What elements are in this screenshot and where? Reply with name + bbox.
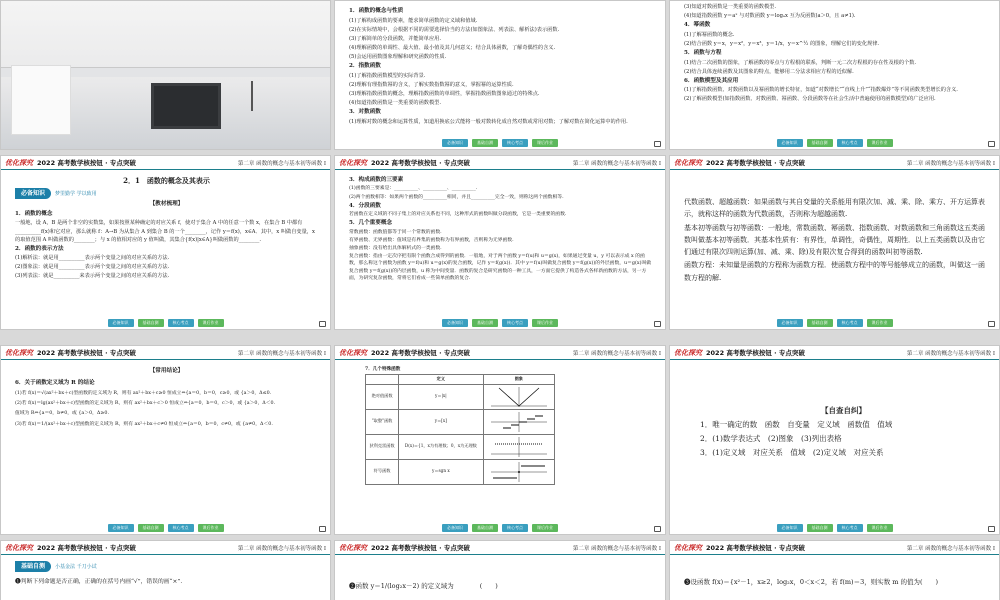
heading: 3．对数函数 — [349, 108, 381, 115]
slide-nav — [335, 137, 665, 149]
list-item: (2)结合函数 y＝x，y＝x²，y＝x³，y＝1/x，y＝x^½ 的图象，理解它们的变化规律. — [684, 40, 880, 47]
slide-8[interactable] — [334, 345, 666, 535]
sign-function-graph — [483, 459, 554, 484]
list-item: (3)若 f(x)＝1/(ax²＋bx＋c)型函数的定义域为 R，则有 ax²＋bx＋c≠0 恒成立⇔{a＝0，b＝0，c≠0，或 {a≠0，Δ＜0. — [15, 421, 273, 427]
slide-nav — [670, 317, 999, 329]
slide-6-body — [684, 196, 987, 315]
header-title: 2022 高考数学核按钮 · 专点突破 — [371, 349, 470, 357]
special-functions-table — [365, 374, 555, 485]
brand-logo: 优化探究 — [674, 158, 702, 167]
nav-button[interactable]: 基础自测 — [472, 139, 498, 147]
nav-button[interactable]: 基础自测 — [472, 319, 498, 327]
list-item: (1)了解指数函数模型的实际背景. — [349, 72, 426, 79]
nav-button[interactable]: 必备知识 — [777, 139, 803, 147]
list-item: 常数函数：函数值都等于同一个常数的函数. — [349, 229, 442, 235]
table-cell: y＝|x| — [399, 384, 484, 409]
list-item: (4)知道指数函数 y＝aˣ 与对数函数 y＝logₐx 互为反函数(a＞0，且 a≠1). — [684, 13, 856, 20]
lamp-graphic — [251, 81, 271, 111]
question: ❶判断下列命题是否正确，正确的在括号内画“√”，错误的画“×”. — [15, 579, 183, 586]
nav-button[interactable]: 必备知识 — [442, 319, 468, 327]
list-item: 抽象函数：没有给出具体解析式的一类函数. — [349, 246, 442, 252]
heading: 5．函数与方程 — [684, 49, 722, 56]
list-item: 复合函数：指由一定次序把有限个函数合成得到的函数．一般地，对于两个函数 y＝f(u)和 u＝g(x)，如果通过变量 u，y 可以表示成 x 的函数，那么称这个函数为函数 y＝f(u)和 u＝g(x)的复合函数，记作 y＝f(g(x))．其中 y＝f(u)叫做复合函数 y＝f(g(x))的外层函数，u＝g(x)叫做复合函数 y＝f(g(x))的内层函数，u 称为中间变量．函数的复合是研究函数的一种工具，一方面它提供了构造各式各样新函数的方法，另一方面，为研究复杂函数，常将它们看成一些简单函数的复合. — [349, 254, 652, 281]
list-item: (2)若 f(x)＝lg(ax²＋bx＋c)型函数的定义域为 R，则有 ax²＋bx＋c＞0 恒成立⇔{a＝0，b＝0，c＞0，或 {a＞0，Δ＜0. — [15, 401, 276, 407]
return-icon[interactable] — [654, 526, 661, 532]
nav-button[interactable]: 必备知识 — [108, 319, 134, 327]
table-cell: 符号函数 — [366, 459, 399, 484]
table-row — [366, 459, 555, 484]
heading: 4．分段函数 — [349, 202, 381, 209]
header-title: 2022 高考数学核按钮 · 专点突破 — [706, 544, 805, 552]
list-item: (1)若 f(x)＝√(ax²＋bx＋c)型函数的定义域为 R，则有 ax²＋bx＋c≥0 恒成立⇔{a＝0，b＝0，c≥0，或 {a＞0，Δ≤0. — [15, 391, 272, 397]
slide-header — [670, 541, 999, 555]
slide-nav — [1, 317, 330, 329]
header-chapter: 第二章 函数的概念与基本初等函数 I — [237, 160, 326, 167]
return-icon[interactable] — [654, 321, 661, 327]
monitor-graphic — [151, 83, 221, 129]
return-icon[interactable] — [988, 321, 995, 327]
header-chapter: 第二章 函数的概念与基本初等函数 I — [906, 160, 995, 167]
slide-11[interactable] — [334, 540, 666, 600]
header-chapter: 第二章 函数的概念与基本初等函数 I — [237, 545, 326, 552]
list-item: (1)了解幂函数的概念. — [684, 31, 735, 38]
slide-header — [1, 156, 330, 170]
heading: 6．关于函数定义域为 R 的结论 — [15, 379, 95, 386]
heading: 2．指数函数 — [349, 62, 381, 69]
paragraph: 代数函数、超越函数：如果函数与其自变量的关系能用有限次加、减、乘、除、乘方、开方运算表示，就称这样的函数为代数函数，否则称为超越函数. — [684, 198, 985, 219]
slide-10-body — [15, 561, 318, 600]
section-tag: 基础自测 — [15, 561, 51, 572]
return-icon[interactable] — [319, 526, 326, 532]
header-title: 2022 高考数学核按钮 · 专点突破 — [371, 159, 470, 167]
slide-9-body — [700, 404, 987, 520]
slide-header — [335, 346, 665, 360]
heading: 6．函数模型及其应用 — [684, 77, 739, 84]
nav-button[interactable]: 必备知识 — [777, 524, 803, 532]
table-header: 定义 — [399, 375, 484, 385]
table-cell: 狄利克雷函数 — [366, 434, 399, 459]
header-chapter: 第二章 函数的概念与基本初等函数 I — [906, 545, 995, 552]
list-item: (1)理解对数的概念和运算性质，知道用换底公式能将一般对数转化成自然对数或常用对数；了解对数在简化运算中的作用. — [349, 118, 628, 125]
nav-button[interactable]: 基础自测 — [807, 319, 833, 327]
slide-header — [1, 346, 330, 360]
nav-button[interactable]: 核心考点 — [168, 319, 194, 327]
return-icon[interactable] — [654, 141, 661, 147]
section-tag-subtitle: 小基金法 千刀小试 — [55, 564, 97, 570]
answer-line: 3．(1)定义域 对应关系 值域 (2)定义域 对应关系 — [700, 448, 884, 458]
slide-nav — [670, 522, 999, 534]
list-item: (1)了解指数函数、对数函数以及幂函数的增长特征，知道“对数增长”“直线上升”“指数爆炸”等不同函数类型增长的含义. — [684, 87, 958, 94]
heading: 1．函数的概念 — [15, 210, 53, 217]
header-title: 2022 高考数学核按钮 · 专点突破 — [706, 349, 805, 357]
heading: 7．几个特殊函数 — [365, 367, 401, 372]
nav-button[interactable]: 课后作业 — [867, 524, 893, 532]
table-cell: "取整"函数 — [366, 409, 399, 434]
slide-11-body — [349, 581, 653, 600]
header-title: 2022 高考数学核按钮 · 专点突破 — [37, 349, 136, 357]
slide-12-body — [684, 577, 987, 600]
slide-nav — [670, 137, 999, 149]
header-title: 2022 高考数学核按钮 · 专点突破 — [37, 159, 136, 167]
list-item: (2)两个函数相等：如果两个函数的__________相同，并且__________完全一致，则称这两个函数相等. — [349, 194, 564, 200]
nav-button[interactable]: 课后作业 — [532, 524, 558, 532]
slide-9[interactable] — [669, 345, 1000, 535]
heading: 4．幂函数 — [684, 22, 711, 29]
header-chapter: 第二章 函数的概念与基本初等函数 I — [572, 350, 661, 357]
nav-button[interactable]: 基础自测 — [138, 319, 164, 327]
brand-logo: 优化探究 — [674, 543, 702, 552]
header-chapter: 第二章 函数的概念与基本初等函数 I — [237, 350, 326, 357]
slide-header — [670, 156, 999, 170]
header-title: 2022 高考数学核按钮 · 专点突破 — [706, 159, 805, 167]
nav-button[interactable]: 核心考点 — [502, 319, 528, 327]
question: ❸设函数 f(x)＝{x²－1，x≥2，log₂x，0＜x＜2，若 f(m)＝3，则实数 m 的值为( ) — [684, 578, 939, 586]
shelf-graphic — [11, 65, 71, 135]
slide-nav — [335, 317, 665, 329]
brand-logo: 优化探究 — [5, 348, 33, 357]
slide-3[interactable] — [669, 0, 1000, 150]
nav-button[interactable]: 课后作业 — [198, 524, 224, 532]
paragraph: 一般地，设 A，B 是两个非空的实数集，如果按照某种确定的对应关系 f，使对于集合 A 中的任意一个数 x，在集合 B 中都有__________f(x)和它对应，那么就称 f：A→B 为从集合 A 到集合 B 的一个________，记作 y＝f(x)，x∈A．其中，x 叫做自变量，x 的取值范围 A 叫做函数的________；与 x 的值相对应的 y 值叫做，其集合{f(x)|x∈A}叫做函数的________. — [15, 220, 315, 243]
nav-button[interactable]: 课后作业 — [867, 139, 893, 147]
lesson-title: 2．1 函数的概念及其表示 — [123, 176, 210, 185]
section-title: 【教材梳理】 — [149, 201, 184, 208]
slide-10[interactable] — [0, 540, 331, 600]
list-item: (4)理解函数的单调性、最大值、最小值及其几何意义；结合具体函数，了解奇偶性的含义. — [349, 44, 556, 51]
section-tag-subtitle: 梦里勤学 学以致用 — [55, 190, 97, 197]
brand-logo: 优化探究 — [339, 158, 367, 167]
floor-function-graph — [483, 409, 554, 434]
table-cell: y＝[x] — [399, 409, 484, 434]
brand-logo: 优化探究 — [5, 543, 33, 552]
brand-logo: 优化探究 — [339, 543, 367, 552]
list-item: (3)了解简单的分段函数，并能简单应用. — [349, 35, 441, 42]
return-icon[interactable] — [988, 526, 995, 532]
heading: 3．构成函数的三要素 — [349, 177, 404, 183]
slide-12[interactable] — [669, 540, 1000, 600]
list-item: (1)解析法：就是用__________表示两个变量之间的对应关系的方法. — [15, 255, 170, 262]
list-item: (2)理解有理指数幂的含义，了解实数指数幂的意义，掌握幂的运算性质. — [349, 81, 514, 88]
list-item: (4)知道指数函数是一类重要的函数模型. — [349, 99, 441, 106]
slide-2[interactable] — [334, 0, 666, 150]
header-chapter: 第二章 函数的概念与基本初等函数 I — [572, 545, 661, 552]
brand-logo: 优化探究 — [5, 158, 33, 167]
nav-button[interactable]: 必备知识 — [108, 524, 134, 532]
nav-button[interactable]: 必备知识 — [777, 319, 803, 327]
nav-button[interactable]: 基础自测 — [472, 524, 498, 532]
nav-button[interactable]: 课后作业 — [198, 319, 224, 327]
list-item: (2)了解函数模型(如指数函数、对数函数、幂函数、分段函数等在社会生活中普遍使用的函数模型)的广泛应用. — [684, 96, 936, 103]
list-item: (1)了解构成函数的要素，能求简单函数的定义域和值域. — [349, 17, 478, 24]
section-title: 【自查自纠】 — [821, 406, 866, 415]
slide-header — [1, 541, 330, 555]
slide-1[interactable] — [0, 0, 331, 150]
section-tag: 必备知识 — [15, 188, 51, 199]
list-item: 值域为 R⇔{a＝0，b≠0，或 {a＞0，Δ≥0. — [15, 411, 109, 417]
nav-button[interactable]: 核心考点 — [502, 139, 528, 147]
brand-logo: 优化探究 — [674, 348, 702, 357]
table-cell: y＝sgn x — [399, 459, 484, 484]
slide-5-body — [349, 176, 653, 315]
slide-nav — [1, 522, 330, 534]
header-chapter: 第二章 函数的概念与基本初等函数 I — [906, 350, 995, 357]
nav-button[interactable]: 核心考点 — [837, 319, 863, 327]
office-desk-photo — [1, 1, 330, 149]
slide-7[interactable] — [0, 345, 331, 535]
list-item: (1)结合二次函数的图象，了解函数的零点与方程根的联系，判断一元二次方程根的存在性及根的个数. — [684, 59, 917, 66]
answer-line: 2．(1)数学表达式 (2)图象 (3)列出表格 — [700, 434, 842, 444]
paragraph: 基本初等函数与初等函数：一般地，常数函数、幂函数、指数函数、对数函数和三角函数这五类函数叫做基本初等函数．其基本性质有：有界性，单调性，奇偶性，周期性．以上五类函数以及由它们通过有限次四则运算(加、减、乘、除)及有限次复合得到的函数叫初等函数. — [684, 223, 985, 256]
section-title: 【常用结论】 — [149, 368, 184, 374]
list-item: (1)函数的三要素是：__________、__________、__________. — [349, 186, 478, 192]
nav-button[interactable]: 基础自测 — [807, 524, 833, 532]
slide-2-body — [349, 7, 653, 135]
heading: 5．几个重要概念 — [349, 220, 393, 227]
dirichlet-function-graph — [483, 434, 554, 459]
answer-line: 1．唯一确定的数 函数 自变量 定义域 函数值 值域 — [700, 420, 893, 430]
list-item: 有界函数、无界函数：值域是有界集的函数称为有界函数，否则称为无界函数. — [349, 237, 514, 243]
nav-button[interactable]: 核心考点 — [837, 139, 863, 147]
nav-button[interactable]: 基础自测 — [138, 524, 164, 532]
table-header: 图象 — [483, 375, 554, 385]
slide-4-body — [15, 176, 318, 315]
heading: 2．函数的表示方法 — [15, 245, 64, 252]
nav-button[interactable]: 课后作业 — [532, 319, 558, 327]
table-row — [366, 409, 555, 434]
slide-8-body — [365, 366, 555, 520]
nav-button[interactable]: 核心考点 — [502, 524, 528, 532]
table-row — [366, 384, 555, 409]
nav-button[interactable]: 核心考点 — [837, 524, 863, 532]
slide-header — [335, 156, 665, 170]
nav-button[interactable]: 必备知识 — [442, 524, 468, 532]
question: ❷函数 y＝1/(log₂x－2) 的定义域为 ( ) — [349, 582, 498, 590]
header-chapter: 第二章 函数的概念与基本初等函数 I — [572, 160, 661, 167]
return-icon[interactable] — [988, 141, 995, 147]
brand-logo: 优化探究 — [339, 348, 367, 357]
slide-4[interactable] — [0, 155, 331, 330]
slide-nav — [335, 522, 665, 534]
slide-5[interactable] — [334, 155, 666, 330]
list-item: (5)会运用函数图象理解和研究函数的性质. — [349, 53, 447, 60]
slide-7-body — [15, 366, 318, 520]
slide-header — [335, 541, 665, 555]
slide-header — [670, 346, 999, 360]
paragraph: 若函数在定义域的不同子集上的对应关系也不同，这种形式的函数叫做分段函数，它是一类重要的函数. — [349, 212, 567, 218]
table-cell: D(x)＝{1，x为有理数；0，x为无理数 — [399, 434, 484, 459]
header-title: 2022 高考数学核按钮 · 专点突破 — [371, 544, 470, 552]
nav-button[interactable]: 基础自测 — [807, 139, 833, 147]
list-item: (2)在实际情境中，会根据不同的需要选择恰当的方法(如图象法、列表法、解析法)表示函数. — [349, 26, 560, 33]
heading: 1．函数的概念与性质 — [349, 8, 404, 14]
table-cell: 绝对值函数 — [366, 384, 399, 409]
slide-3-body — [684, 3, 987, 135]
return-icon[interactable] — [319, 321, 326, 327]
nav-button[interactable]: 核心考点 — [168, 524, 194, 532]
paragraph: 函数方程：未知量是函数的方程称为函数方程．使函数方程中的等号能够成立的函数，叫做这一函数方程的解. — [684, 261, 985, 282]
nav-button[interactable]: 必备知识 — [442, 139, 468, 147]
nav-button[interactable]: 课后作业 — [532, 139, 558, 147]
list-item: (2)结合具体连续函数及其图象的特点，能够用二分法求相应方程的近似解. — [684, 68, 854, 75]
table-header — [366, 375, 399, 385]
list-item: (3)列表法：就是__________来表示两个变量之间的对应关系的方法. — [15, 273, 170, 280]
list-item: (3)知道对数函数是一类重要的函数模型. — [684, 4, 776, 10]
table-row — [366, 434, 555, 459]
slide-6[interactable] — [669, 155, 1000, 330]
nav-button[interactable]: 课后作业 — [867, 319, 893, 327]
abs-function-graph — [483, 384, 554, 409]
list-item: (3)理解指数函数的概念，理解指数函数的单调性，掌握指数函数图象通过的特殊点. — [349, 90, 540, 97]
header-title: 2022 高考数学核按钮 · 专点突破 — [37, 544, 136, 552]
list-item: (2)图象法：就是用__________表示两个变量之间的对应关系的方法. — [15, 264, 170, 271]
